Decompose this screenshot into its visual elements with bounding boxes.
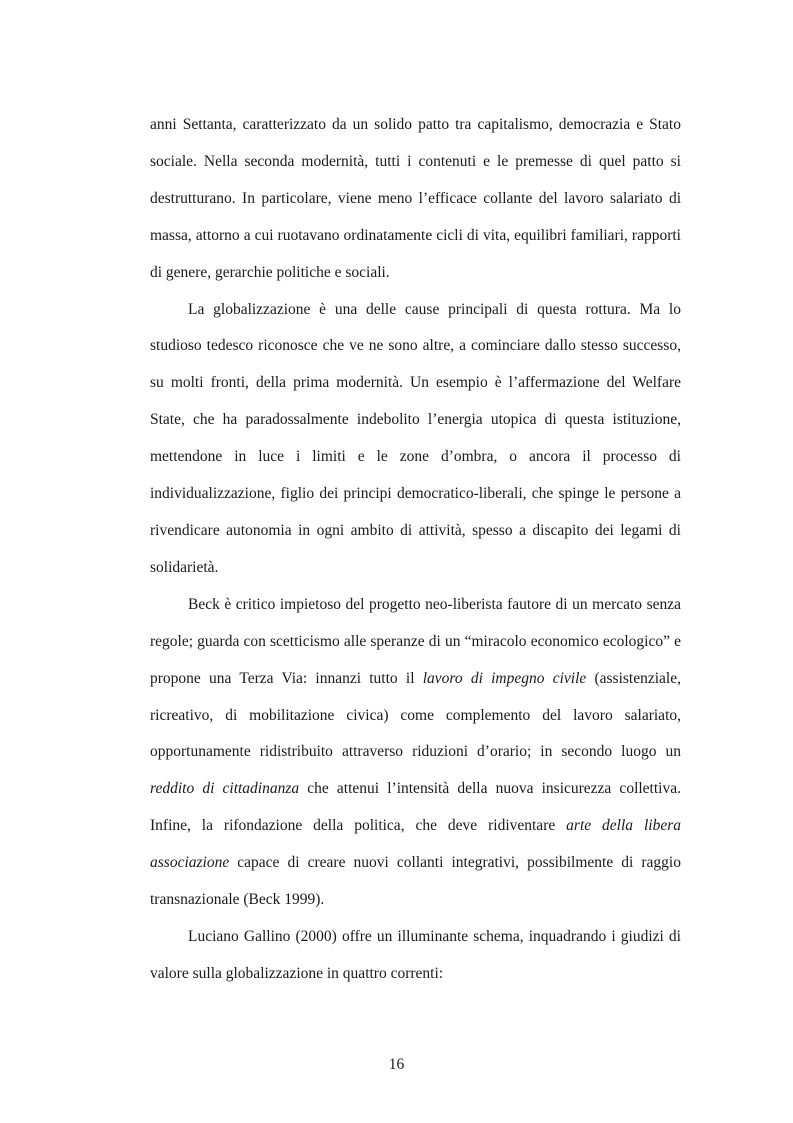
page-number: 16 xyxy=(388,1056,405,1073)
paragraph-1-text: anni Settanta, caratterizzato da un solido patto tra capitalismo, democrazia e Stato sociale. Nella seconda modernità, tutti i contenuti e le premesse di quel patto si destrutturano. In particolare, viene meno l’efficace collante del lavoro salariato di massa, attorno a cui ruotavano ordinatamente cicli di vita, equilibri familiari, rapporti di genere, gerarchie politiche e sociali. xyxy=(150,116,681,281)
italic-term-arte-libera-associazione: arte della libera associazione xyxy=(150,817,681,872)
paragraph-2-text: La globalizzazione è una delle cause principali di questa rottura. Ma lo studioso tedesco riconosce che ve ne sono altre, a cominciare dallo stesso successo, su molti fronti, della prima modernità. Un esempio è l’affermazione del Welfare State, che ha paradossalmente indebolito l’energia utopica di questa istituzione, mettendone in luce i limiti e le zone d’ombra, o ancora il processo di individualizzazione, figlio dei principi democratico-liberali, che spinge le persone a rivendicare autonomia in ogni ambito di attività, spesso a discapito dei legami di solidarietà. xyxy=(150,300,681,576)
italic-term-lavoro-impegno-civile: lavoro di impegno civile xyxy=(422,669,587,687)
paragraph-3 xyxy=(150,587,681,919)
italic-term-reddito-cittadinanza: reddito di cittadinanza xyxy=(150,780,300,798)
paragraph-2 xyxy=(150,292,681,587)
paragraph-4-text: Luciano Gallino (2000) offre un illuminante schema, inquadrando i giudizi di valore sulla globalizzazione in quattro correnti: xyxy=(150,927,681,982)
paragraph-3-text-c: che attenui l’intensità della nuova insicurezza collettiva. Infine, la rifondazione della politica, che deve ridiventare xyxy=(150,780,681,835)
paragraph-3-text-d: capace di creare nuovi collanti integrativi, possibilmente di raggio transnazionale (Beck 1999). xyxy=(150,854,681,909)
page-body xyxy=(150,107,681,993)
paragraph-4 xyxy=(150,919,681,993)
paragraph-1 xyxy=(150,107,681,292)
paragraph-3-text-b: (assistenziale, ricreativo, di mobilitazione civica) come complemento del lavoro salariato, opportunamente ridistribuito attraverso riduzioni d’orario; in secondo luogo un xyxy=(150,669,681,761)
paragraph-3-text-a: Beck è critico impietoso del progetto neo-liberista fautore di un mercato senza regole; guarda con scetticismo alle speranze di un “miracolo economico ecologico” e propone una Terza Via: innanzi tutto il xyxy=(150,595,681,687)
